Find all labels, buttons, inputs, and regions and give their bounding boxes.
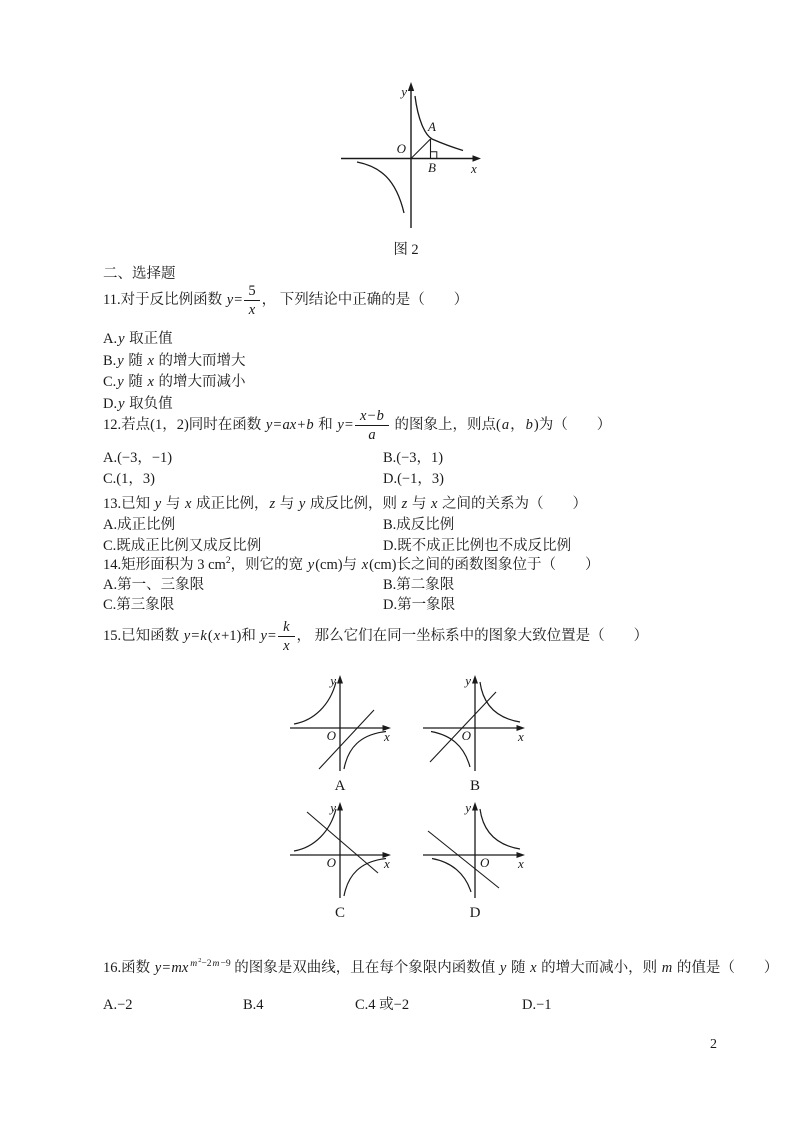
graph-d-origin-label: O [480,855,490,870]
question-16-text: 16.函数 y=mx $^{m^2-2m-9}$ 的图象是双曲线，且在每个象限内函数值 y 随 x 的增大而减小，则 m 的值是（ ） [103,956,779,976]
question-13-text: 13.已知 y 与 x 成正比例，z 与 y 成反比例，则 z 与 x 之间的关系为（ ） [103,496,588,512]
question-12-text: 12.若点(1，2)同时在函数 y=ax+b 和 y= $\frac{x-b}{a}$ 的图象上，则点(a，b)为（ ） [103,408,612,443]
graph-c-caption: C [334,905,346,921]
graph-a-y-arrow-icon [337,675,343,684]
question-13-options-row-1 [103,515,743,536]
graph-b-caption: B [469,778,481,794]
graph-c-hyperbola-branch-q2 [294,809,336,851]
graph-a-origin-label: O [326,728,336,743]
question-13-option-a: A.成正比例 [103,517,176,533]
question-12-option-a: A.(−3，−1) [103,450,173,466]
figure2-graph [336,80,488,232]
graph-a-y-label: y [330,673,336,688]
section-title: 二、选择题 [103,266,176,282]
question-11-option-c: C.y 随 x 的增大而减小 [103,374,246,390]
graph-c-y-label: y [330,800,336,815]
graph-c-x-label: x [384,856,390,871]
question-13-option-d: D.既不成正比例也不成反比例 [383,538,572,554]
question-14-text: 14.矩形面积为 3 $cm^2$，则它的宽 y(cm)与 x(cm)长之间的函数图象位于（ ） [103,555,600,573]
question-15-graph-c [286,800,396,924]
graph-b-y-arrow-icon [472,675,478,684]
graph-a-hyperbola-branch-q4 [344,732,386,770]
figure2-y-axis-label: y [401,84,407,99]
question-14-option-b: B.第二象限 [383,577,455,593]
question-15-text: 15.已知函数 y=k(x+1)和 y= $\frac{k}{x}$ ， 那么它们在同一坐标系中的图象大致位置是（ ） [103,619,649,654]
question-12-options-row-1 [103,448,743,469]
question-16-options [103,995,753,1016]
graph-d-caption: D [469,905,481,921]
question-12-options-row-2 [103,469,743,490]
graph-b-y-label: y [465,673,471,688]
figure2-y-arrow-icon [408,82,414,91]
graph-d-x-label: x [518,856,524,871]
question-14-option-c: C.第三象限 [103,597,175,613]
figure2-right-angle-icon [431,152,437,159]
figure2-x-axis-label: x [471,161,477,176]
graph-a-caption: A [334,778,346,794]
question-13-options-row-2 [103,536,743,557]
figure2-hyperbola-branch-q3 [357,162,404,213]
figure2-caption: 图 2 [393,242,419,258]
graph-d-hyperbola-branch-q3 [432,859,471,893]
graph-a-x-label: x [384,729,390,744]
question-12-option-b: B.(−3，1) [383,450,444,466]
graph-b-origin-label: O [461,728,471,743]
question-11-options [103,329,246,415]
graph-b-x-label: x [518,729,524,744]
question-15-graph-d [420,800,530,924]
question-11-option-b: B.y 随 x 的增大而增大 [103,352,246,369]
question-15-graph-b [420,673,530,797]
figure2-point-b-label: B [428,160,436,175]
graph-d-y-arrow-icon [472,802,478,811]
question-16-option-c: C.4 或−2 [355,997,410,1013]
graph-c-line [307,812,378,873]
figure2-point-a-label: A [428,119,436,134]
figure2-hyperbola-branch-q1 [415,96,463,151]
page-number: 2 [710,1037,717,1052]
question-14-option-d: D.第一象限 [383,597,456,613]
question-15-graph-a [286,673,396,797]
graph-d-y-label: y [465,800,471,815]
graph-d-hyperbola-branch-q1 [480,809,520,849]
graph-a-hyperbola-branch-q2 [294,682,336,724]
question-11-option-a: A.y 取正值 [103,331,173,347]
figure2-segment-oa [411,139,431,159]
question-13-option-c: C.既成正比例又成反比例 [103,538,262,554]
question-16-option-b: B.4 [243,997,264,1013]
graph-c-origin-label: O [326,855,336,870]
question-14-options-row-1 [103,575,743,596]
question-14-options-row-2 [103,595,743,616]
question-12-option-d: D.(−1，3) [383,471,444,487]
question-16-option-d: D.−1 [522,997,552,1013]
question-13-option-b: B.成反比例 [383,517,455,533]
question-11-option-d: D.y 取负值 [103,395,173,412]
graph-c-y-arrow-icon [337,802,343,811]
figure2-origin-label: O [396,141,406,156]
question-11-text: 11.对于反比例函数 y= $\frac{5}{x}$ ， 下列结论中正确的是（ ） [103,283,469,318]
question-16-option-a: A.−2 [103,997,133,1013]
question-14-option-a: A.第一、三象限 [103,577,205,593]
graph-c-hyperbola-branch-q4 [344,859,386,897]
question-12-option-c: C.(1，3) [103,471,155,487]
